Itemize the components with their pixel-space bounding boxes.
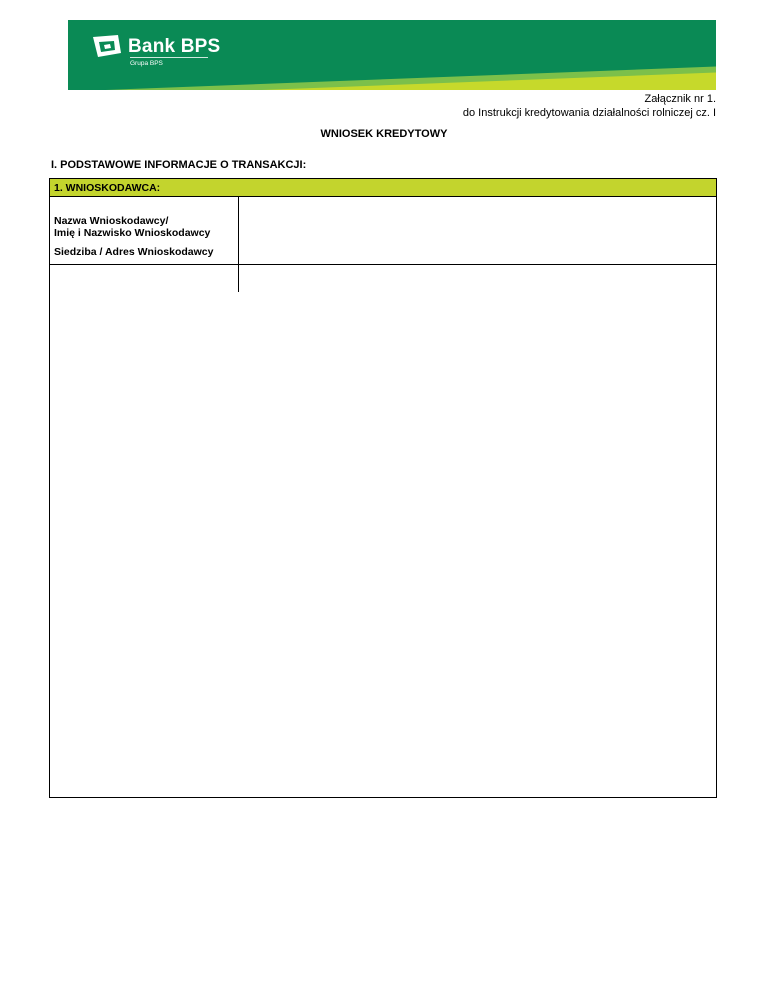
bank-name-underline	[130, 57, 208, 58]
section-1-heading: I. PODSTAWOWE INFORMACJE O TRANSAKCJI:	[51, 159, 307, 171]
bank-bps-logo-icon	[90, 33, 124, 59]
applicant-form	[49, 178, 717, 798]
annex-line-1: Załącznik nr 1.	[644, 93, 716, 105]
annex-line-2: do Instrukcji kredytowania działalności rolniczej cz. I	[462, 107, 716, 119]
bank-name: Bank BPS	[128, 36, 221, 57]
document-title: WNIOSEK KREDYTOWY	[320, 128, 448, 140]
applicant-name-label-1: Nazwa Wnioskodawcy/	[54, 215, 169, 227]
annex-note	[463, 92, 716, 120]
applicant-name-field[interactable]	[239, 197, 717, 264]
bank-group: Grupa BPS	[130, 60, 163, 67]
applicant-heading: 1. WNIOSKODAWCA:	[54, 182, 161, 194]
applicant-header-bar	[50, 179, 716, 197]
bank-banner	[68, 20, 716, 90]
applicant-name-label-2: Imię i Nazwisko Wnioskodawcy	[54, 227, 211, 239]
row-divider	[50, 264, 716, 265]
address-label: Siedziba / Adres Wnioskodawcy	[54, 246, 214, 258]
